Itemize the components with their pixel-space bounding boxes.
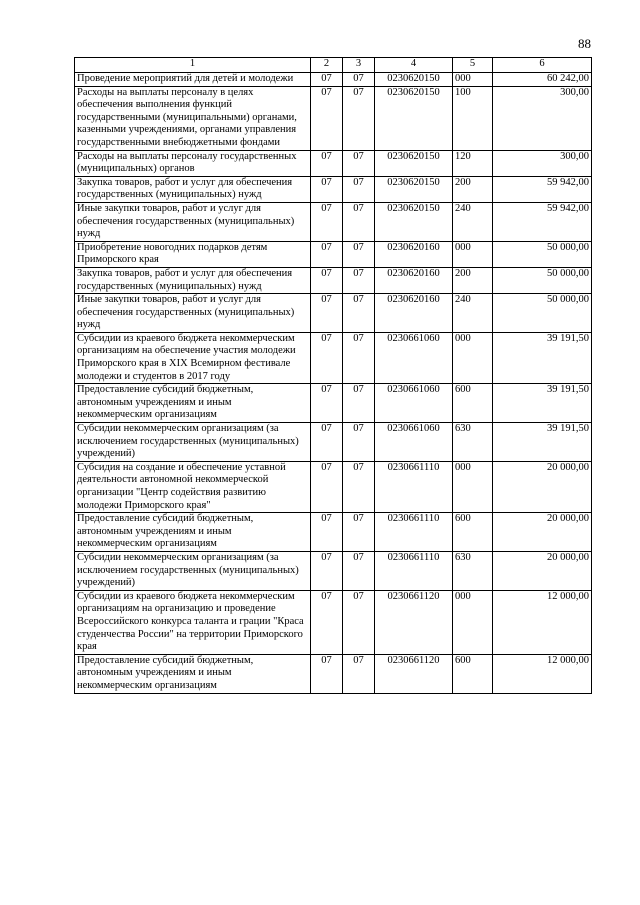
table-row: [75, 332, 592, 383]
row-expense-type: 000: [453, 590, 493, 654]
row-name: Иные закупки товаров, работ и услуг для обеспечения государственных (муниципальных) нужд: [75, 202, 311, 241]
row-target-code: 0230620150: [375, 86, 453, 150]
table-row: [75, 590, 592, 654]
row-target-code: 0230661110: [375, 513, 453, 552]
row-amount: 12 000,00: [493, 590, 592, 654]
table-row: [75, 86, 592, 150]
row-target-code: 0230661120: [375, 654, 453, 693]
row-section: 07: [311, 267, 343, 293]
row-section: 07: [311, 332, 343, 383]
budget-table: [74, 57, 592, 694]
row-subsection: 07: [343, 294, 375, 333]
row-subsection: 07: [343, 654, 375, 693]
row-amount: 39 191,50: [493, 384, 592, 423]
row-expense-type: 000: [453, 461, 493, 512]
row-section: 07: [311, 150, 343, 176]
row-section: 07: [311, 513, 343, 552]
row-expense-type: 200: [453, 267, 493, 293]
row-section: 07: [311, 654, 343, 693]
row-subsection: 07: [343, 551, 375, 590]
row-target-code: 0230620150: [375, 150, 453, 176]
row-expense-type: 000: [453, 332, 493, 383]
table-row: [75, 551, 592, 590]
row-name: Закупка товаров, работ и услуг для обеспечения государственных (муниципальных) нужд: [75, 176, 311, 202]
table-row: [75, 513, 592, 552]
row-target-code: 0230661060: [375, 384, 453, 423]
row-amount: 59 942,00: [493, 202, 592, 241]
row-subsection: 07: [343, 384, 375, 423]
row-section: 07: [311, 86, 343, 150]
header-cell: 4: [375, 58, 453, 73]
row-amount: 20 000,00: [493, 551, 592, 590]
row-section: 07: [311, 423, 343, 462]
table-row: [75, 384, 592, 423]
row-subsection: 07: [343, 590, 375, 654]
row-section: 07: [311, 176, 343, 202]
table-row: [75, 176, 592, 202]
row-expense-type: 100: [453, 86, 493, 150]
row-target-code: 0230661120: [375, 590, 453, 654]
row-target-code: 0230661110: [375, 461, 453, 512]
row-amount: 20 000,00: [493, 461, 592, 512]
row-name: Расходы на выплаты персоналу в целях обеспечения выполнения функций государственными (муниципальными) органами, казенными учреждениями, органами управления государственными внебюджетными фондами: [75, 86, 311, 150]
row-amount: 300,00: [493, 86, 592, 150]
table-row: [75, 202, 592, 241]
row-subsection: 07: [343, 513, 375, 552]
row-subsection: 07: [343, 73, 375, 87]
row-amount: 60 242,00: [493, 73, 592, 87]
table-row: [75, 150, 592, 176]
row-name: Расходы на выплаты персоналу государственных (муниципальных) органов: [75, 150, 311, 176]
row-subsection: 07: [343, 267, 375, 293]
row-section: 07: [311, 590, 343, 654]
row-name: Предоставление субсидий бюджетным, автономным учреждениям и иным некоммерческим организациям: [75, 513, 311, 552]
row-target-code: 0230620160: [375, 294, 453, 333]
row-target-code: 0230620160: [375, 267, 453, 293]
row-target-code: 0230620160: [375, 241, 453, 267]
table-row: [75, 654, 592, 693]
row-target-code: 0230620150: [375, 73, 453, 87]
row-subsection: 07: [343, 202, 375, 241]
row-amount: 39 191,50: [493, 423, 592, 462]
row-expense-type: 240: [453, 294, 493, 333]
row-amount: 59 942,00: [493, 176, 592, 202]
row-expense-type: 200: [453, 176, 493, 202]
row-expense-type: 600: [453, 513, 493, 552]
table-row: [75, 73, 592, 87]
row-section: 07: [311, 461, 343, 512]
row-amount: 50 000,00: [493, 294, 592, 333]
row-name: Приобретение новогодних подарков детям Приморского края: [75, 241, 311, 267]
row-subsection: 07: [343, 150, 375, 176]
table-row: [75, 294, 592, 333]
row-expense-type: 630: [453, 551, 493, 590]
row-subsection: 07: [343, 176, 375, 202]
row-target-code: 0230661110: [375, 551, 453, 590]
row-name: Субсидии из краевого бюджета некоммерческим организациям на обеспечение участия молодежи Приморского края в XIX Всемирном фестивале молодежи и студентов в 2017 году: [75, 332, 311, 383]
row-amount: 50 000,00: [493, 241, 592, 267]
row-target-code: 0230661060: [375, 423, 453, 462]
row-section: 07: [311, 202, 343, 241]
row-name: Субсидия на создание и обеспечение уставной деятельности автономной некоммерческой организации "Центр содействия развитию молодежи Приморского края": [75, 461, 311, 512]
row-name: Субсидии некоммерческим организациям (за исключением государственных (муниципальных) учреждений): [75, 551, 311, 590]
header-cell: 2: [311, 58, 343, 73]
row-expense-type: 630: [453, 423, 493, 462]
row-name: Предоставление субсидий бюджетным, автономным учреждениям и иным некоммерческим организациям: [75, 654, 311, 693]
table-row: [75, 423, 592, 462]
page-number: 88: [578, 36, 591, 51]
header-cell: 6: [493, 58, 592, 73]
row-name: Субсидии из краевого бюджета некоммерческим организациям на организацию и проведение Всероссийского конкурса таланта и грации "Краса студенчества России" на территории Приморского края: [75, 590, 311, 654]
row-target-code: 0230620150: [375, 176, 453, 202]
table-row: [75, 461, 592, 512]
row-subsection: 07: [343, 423, 375, 462]
row-target-code: 0230661060: [375, 332, 453, 383]
row-section: 07: [311, 384, 343, 423]
row-subsection: 07: [343, 332, 375, 383]
header-cell: 3: [343, 58, 375, 73]
row-name: Иные закупки товаров, работ и услуг для обеспечения государственных (муниципальных) нужд: [75, 294, 311, 333]
row-expense-type: 000: [453, 241, 493, 267]
row-expense-type: 000: [453, 73, 493, 87]
row-amount: 20 000,00: [493, 513, 592, 552]
row-name: Предоставление субсидий бюджетным, автономным учреждениям и иным некоммерческим организациям: [75, 384, 311, 423]
row-section: 07: [311, 551, 343, 590]
row-expense-type: 600: [453, 384, 493, 423]
table-row: [75, 267, 592, 293]
row-amount: 39 191,50: [493, 332, 592, 383]
row-name: Проведение мероприятий для детей и молодежи: [75, 73, 311, 87]
row-target-code: 0230620150: [375, 202, 453, 241]
row-name: Субсидии некоммерческим организациям (за исключением государственных (муниципальных) учреждений): [75, 423, 311, 462]
header-cell: 1: [75, 58, 311, 73]
row-subsection: 07: [343, 86, 375, 150]
row-amount: 12 000,00: [493, 654, 592, 693]
row-amount: 50 000,00: [493, 267, 592, 293]
row-expense-type: 600: [453, 654, 493, 693]
header-row: [75, 58, 592, 73]
table-row: [75, 241, 592, 267]
row-subsection: 07: [343, 241, 375, 267]
row-name: Закупка товаров, работ и услуг для обеспечения государственных (муниципальных) нужд: [75, 267, 311, 293]
row-amount: 300,00: [493, 150, 592, 176]
row-section: 07: [311, 294, 343, 333]
header-cell: 5: [453, 58, 493, 73]
row-section: 07: [311, 73, 343, 87]
row-section: 07: [311, 241, 343, 267]
row-expense-type: 120: [453, 150, 493, 176]
row-expense-type: 240: [453, 202, 493, 241]
row-subsection: 07: [343, 461, 375, 512]
